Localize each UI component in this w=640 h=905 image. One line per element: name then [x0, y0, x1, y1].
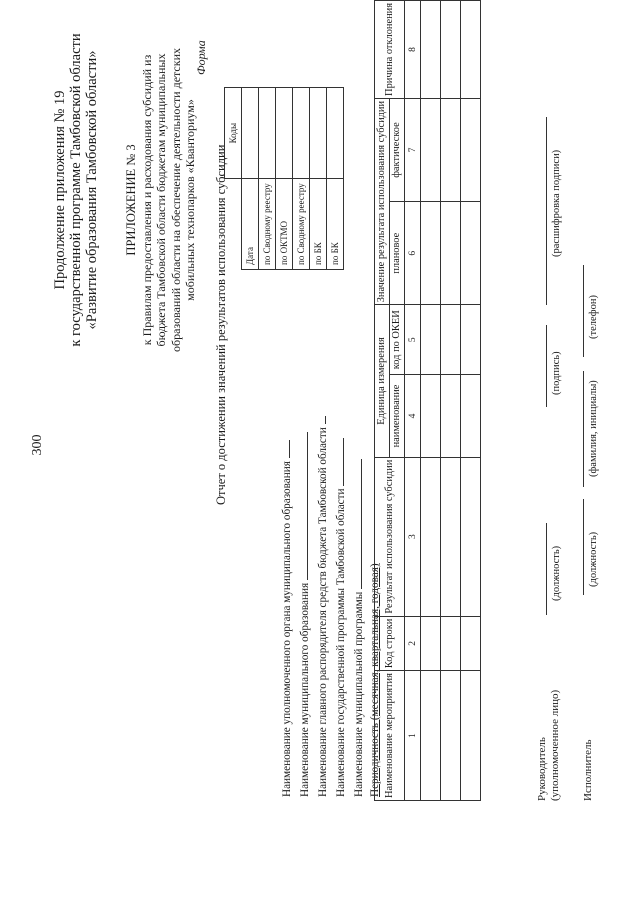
table-cell[interactable]: [421, 1, 441, 99]
executor-label: Исполнитель: [582, 739, 594, 801]
table-row: [421, 1, 441, 801]
field-fill-line[interactable]: [331, 438, 344, 486]
table-cell[interactable]: [421, 305, 441, 375]
codes-row-value: [293, 88, 310, 179]
header-unit-name: наименование: [390, 375, 405, 457]
field-fill-line[interactable]: [277, 440, 290, 458]
field-fill-line[interactable]: [295, 432, 308, 580]
table-cell[interactable]: [421, 202, 441, 305]
field-municipality: [295, 257, 313, 797]
position-line[interactable]: [546, 523, 547, 615]
column-number: 3: [405, 457, 421, 616]
table-cell[interactable]: [441, 616, 461, 670]
table-cell[interactable]: [461, 1, 481, 99]
column-number: 2: [405, 616, 421, 670]
signature-line[interactable]: [546, 325, 547, 407]
appendix-header-line: к государственной программе Тамбовской области: [68, 33, 84, 347]
codes-row-value: [276, 88, 293, 179]
header-unit: Единица измерения: [375, 305, 390, 457]
appendix-header-line: Продолжение приложения № 19: [52, 90, 68, 290]
head-label-line: (уполномоченное лицо): [549, 689, 561, 801]
annex-line: к Правилам предоставления и расходования субсидий из: [140, 54, 155, 346]
field-municipal-program: [349, 257, 367, 797]
codes-row-label: по Сводному реестру: [293, 179, 310, 270]
annex-title: ПРИЛОЖЕНИЕ № 3: [124, 144, 138, 256]
annex-line: мобильных технопарков «Кванториум»: [182, 99, 197, 301]
position-caption: (должность): [551, 545, 562, 601]
header-actual: фактическое: [390, 98, 405, 201]
header-reason: Причина отклонения: [375, 1, 405, 99]
table-cell[interactable]: [461, 375, 481, 457]
table-cell[interactable]: [461, 616, 481, 670]
periodicity-label: Периодичность (месячная, квартальная, годовая): [369, 563, 381, 797]
table-cell[interactable]: [461, 305, 481, 375]
table-cell[interactable]: [441, 457, 461, 616]
table-cell[interactable]: [461, 457, 481, 616]
decoding-caption: (расшифровка подписи): [551, 149, 562, 257]
appendix-header-line: «Развитие образования Тамбовской области»: [84, 50, 100, 330]
head-label-line: Руководитель: [536, 737, 548, 801]
table-cell[interactable]: [441, 1, 461, 99]
table-cell[interactable]: [421, 671, 441, 801]
codes-row-value: [242, 88, 259, 179]
phone-line[interactable]: [583, 265, 584, 357]
field-fill-line[interactable]: [313, 416, 326, 424]
codes-row-value: [310, 88, 327, 179]
position-line-2[interactable]: [583, 499, 584, 595]
codes-row-value: [259, 88, 276, 179]
column-number: 8: [405, 1, 421, 99]
header-result: Результат использования субсидии: [375, 457, 405, 616]
report-title: Отчет о достижении значений результатов использования субсидии: [214, 144, 228, 505]
field-authorized-body: [277, 257, 295, 797]
header-planned: плановое: [390, 202, 405, 305]
name-caption: (фамилия, инициалы): [588, 380, 599, 477]
table-cell[interactable]: [421, 457, 441, 616]
signature-caption: (подпись): [551, 351, 562, 395]
field-state-program: [331, 257, 349, 797]
table-cell[interactable]: [441, 375, 461, 457]
table-cell[interactable]: [441, 305, 461, 375]
column-number: 4: [405, 375, 421, 457]
column-number: 5: [405, 305, 421, 375]
codes-row-label: по Сводному реестру: [259, 179, 276, 270]
form-label: Форма: [194, 40, 208, 75]
annex-line: образований области на обеспечение деятельности детских: [168, 47, 183, 353]
codes-row-label: по БК: [310, 179, 327, 270]
page-number: 300: [30, 434, 45, 456]
table-cell[interactable]: [421, 616, 441, 670]
annex-line: бюджета Тамбовской области бюджетам муниципальных: [154, 53, 169, 347]
field-label: Наименование муниципальной программы: [353, 591, 365, 797]
name-line[interactable]: [583, 371, 584, 487]
annex-block: [124, 5, 197, 395]
decoding-line[interactable]: [546, 117, 547, 305]
field-label: Наименование главного распорядителя средств бюджета Тамбовской области: [317, 427, 329, 797]
codes-row-label: по БК: [327, 179, 344, 270]
codes-header: Коды: [225, 88, 242, 179]
table-cell[interactable]: [441, 98, 461, 201]
field-fill-line[interactable]: [349, 459, 362, 589]
column-number: 6: [405, 202, 421, 305]
header-event: Наименование мероприятия: [375, 671, 405, 801]
table-cell[interactable]: [461, 98, 481, 201]
field-chief-administrator: [313, 257, 331, 797]
table-cell[interactable]: [441, 202, 461, 305]
header-unit-okei: код по ОКЕИ: [390, 305, 405, 375]
header-value: Значение результата использования субсидии: [375, 98, 390, 304]
table-cell[interactable]: [421, 98, 441, 201]
field-label: Наименование уполномоченного органа муниципального образования: [281, 461, 293, 797]
codes-row-value: [327, 88, 344, 179]
table-cell[interactable]: [421, 375, 441, 457]
codes-row-label: Дата: [242, 179, 259, 270]
position-caption-2: (должность): [588, 531, 599, 587]
table-cell[interactable]: [461, 671, 481, 801]
table-row: [441, 1, 461, 801]
phone-caption: (телефон): [588, 295, 599, 339]
results-table: [374, 0, 481, 801]
appendix-header: [52, 0, 100, 385]
field-label: Наименование государственной программы Тамбовской области: [335, 488, 347, 797]
header-row-code: Код строки: [375, 616, 405, 670]
head-label: [536, 690, 562, 801]
table-cell[interactable]: [461, 202, 481, 305]
form-fields: [277, 257, 385, 797]
column-number: 7: [405, 98, 421, 201]
column-number-row: [405, 1, 421, 801]
codes-row-label: по ОКТМО: [276, 179, 293, 270]
codes-box: [224, 87, 344, 270]
field-label: Наименование муниципального образования: [299, 582, 311, 797]
codes-spacer: [225, 179, 242, 270]
column-number: 1: [405, 671, 421, 801]
table-row: [461, 1, 481, 801]
table-cell[interactable]: [441, 671, 461, 801]
